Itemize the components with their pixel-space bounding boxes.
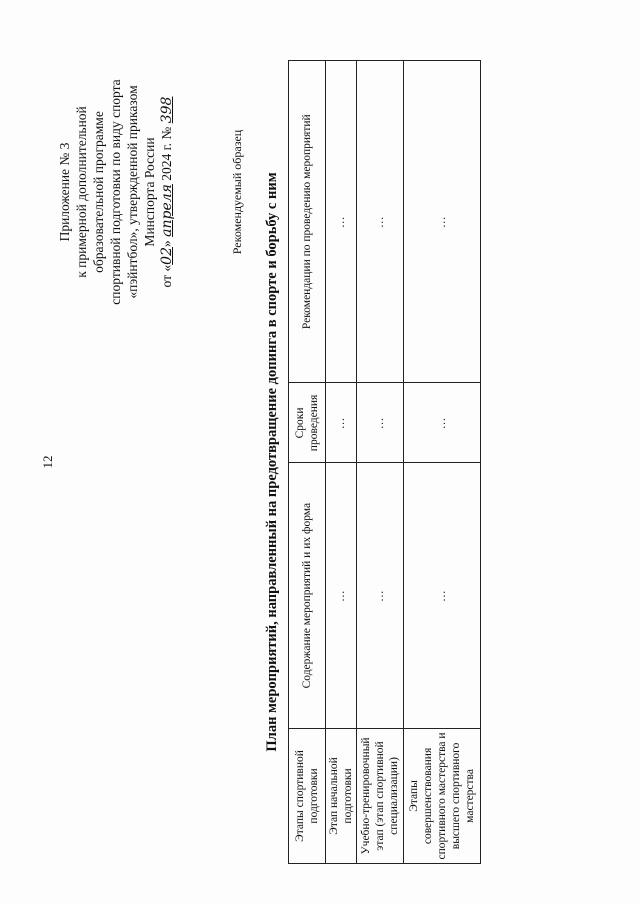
header-stages: Этапы спортивной подготовки [289,728,326,863]
table-header-row [289,61,326,864]
appendix-line: Приложение № 3 [57,142,72,242]
cell-recommendations: … [357,61,404,383]
appendix-line: спортивной подготовки по виду спорта [108,79,123,305]
year-text: 2024 г. № [159,123,174,185]
cell-stage: Этап начальной подготовки [326,728,357,863]
cell-terms: … [404,383,481,463]
date-prefix: от « [159,264,174,288]
cell-terms: … [357,383,404,463]
cell-recommendations: … [326,61,357,383]
appendix-line: Минспорта России [142,137,157,247]
cell-content: … [404,463,481,728]
plan-table [288,60,481,864]
handwritten-day: 02 [159,247,175,265]
header-content: Содержание мероприятий и их форма [289,463,326,728]
cell-stage: Учебно-тренировочный этап (этап спортивной специализации) [357,728,404,863]
date-mid: » [159,236,174,247]
appendix-header [56,67,176,317]
page-number: 12 [40,455,55,469]
appendix-line: к примерной дополнительной [74,106,89,278]
cell-terms: … [326,383,357,463]
plan-title: План мероприятий, направленный на предотвращение допинга в спорте и борьбу с ним [264,172,280,752]
appendix-line: «пэйнтбол», утвержденной приказом [125,85,140,299]
table-row [357,61,404,864]
handwritten-month: апреля [159,184,175,237]
header-recommendations: Рекомендации по проведению мероприятий [289,61,326,383]
sample-label: Рекомендуемый образец [230,129,244,255]
table-row [404,61,481,864]
cell-recommendations: … [404,61,481,383]
cell-stage: Этапы совершенствования спортивного мастерства и высшего спортивного мастерства [404,728,481,863]
header-terms: Сроки проведения [289,383,326,463]
cell-content: … [326,463,357,728]
appendix-date-line [158,67,176,317]
handwritten-order-number: 398 [159,96,175,124]
rotated-landscape-content [32,52,592,872]
table-row [326,61,357,864]
appendix-line: образовательной программе [91,111,106,273]
cell-content: … [357,463,404,728]
